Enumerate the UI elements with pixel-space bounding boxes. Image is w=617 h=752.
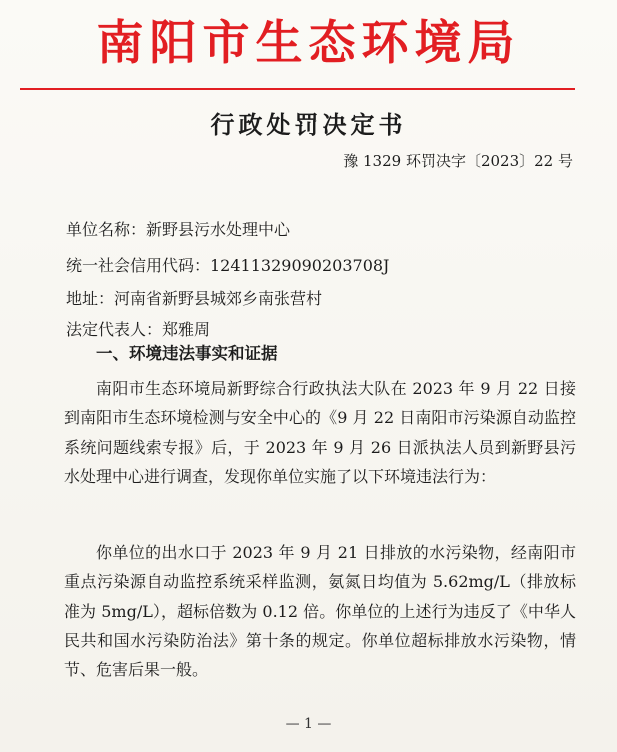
party-credit-code: 统一社会信用代码：12411329090203708J	[66, 256, 390, 275]
paragraph-investigation: 南阳市生态环境局新野综合行政执法大队在 2023 年 9 月 22 日接到南阳市生态环境检测与安全中心的《9 月 22 日南阳市污染源自动监控系统问题线索专报》后，于 2023 年 9 月 26 日派执法人员到新野县污水处理中心进行调查，发现你单位实施了以下环境违法行为：	[64, 379, 576, 486]
document-title: 行政处罚决定书	[210, 110, 407, 139]
party-address: 地址：河南省新野县城郊乡南张营村	[66, 289, 323, 308]
section-heading-facts: 一、环境违法事实和证据	[96, 344, 278, 363]
party-legal-representative: 法定代表人：郑雅周	[66, 320, 211, 339]
document-number: 豫 1329 环罚决字〔2023〕22 号	[343, 152, 573, 170]
letterhead-title: 南阳市生态环境局	[96, 16, 521, 71]
paragraph-violation: 你单位的出水口于 2023 年 9 月 21 日排放的水污染物，经南阳市重点污染源自动监控系统采样监测，氨氮日均值为 5.62mg/L（排放标准为 5mg/L），超标倍数为 0.12 倍。你单位的上述行为违反了《中华人民共和国水污染防治法》第十条的规定。你单位超标排放水污染物，情节、危害后果一般。	[64, 543, 576, 680]
letterhead-red-rule	[20, 88, 575, 90]
party-name: 单位名称：新野县污水处理中心	[66, 220, 291, 239]
page-number: — 1 —	[285, 716, 332, 732]
